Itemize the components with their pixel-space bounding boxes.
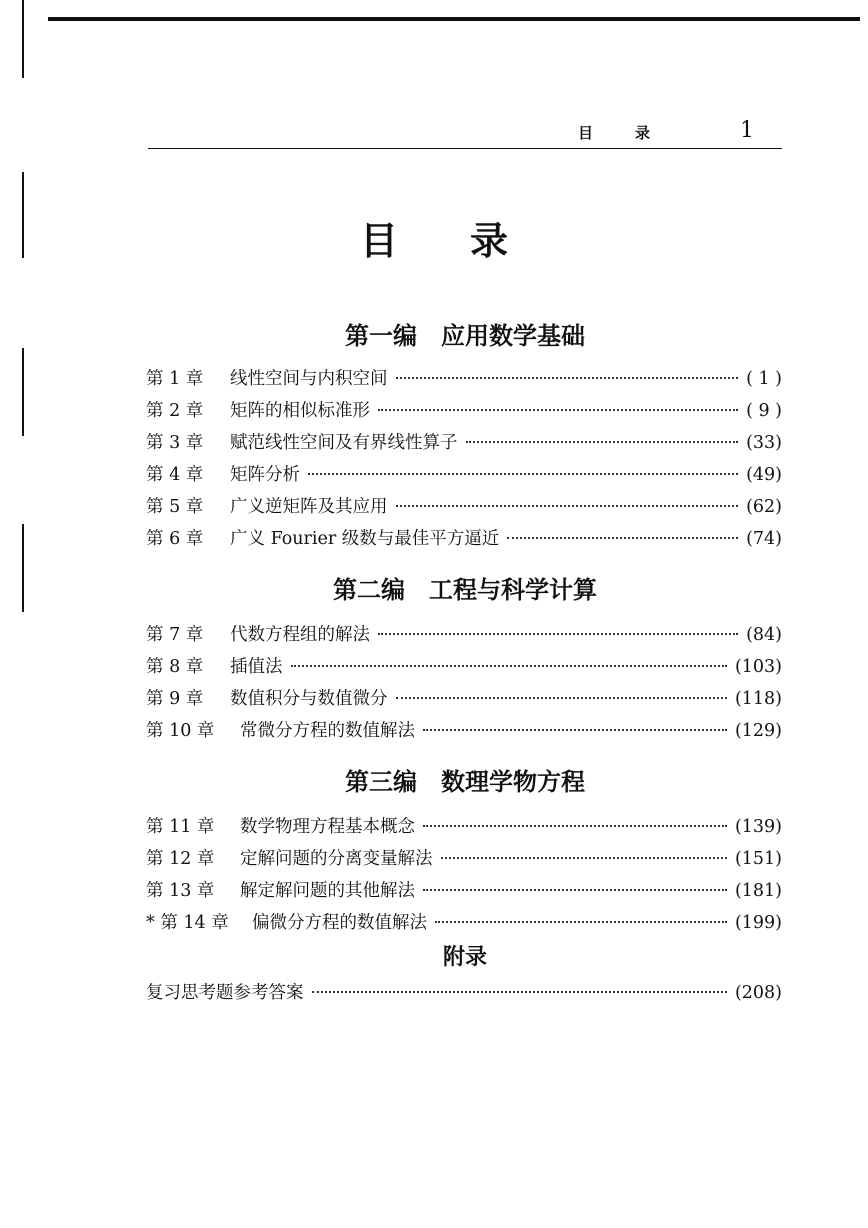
chapter-title: 广义逆矩阵及其应用 — [230, 497, 388, 517]
page-number: (129) — [734, 721, 782, 741]
page-number: ( 9 ) — [746, 401, 782, 421]
chapter-number: 第 6 章 — [146, 529, 204, 549]
toc-entry[interactable] — [146, 910, 782, 936]
dot-leader — [378, 409, 738, 411]
toc-entry[interactable] — [146, 814, 782, 840]
page-number: (181) — [734, 881, 782, 901]
toc-entry[interactable] — [146, 494, 782, 520]
toc-entry[interactable] — [146, 398, 782, 424]
page-number: (33) — [746, 433, 782, 453]
chapter-title: 插值法 — [230, 657, 283, 677]
chapter-title: 数学物理方程基本概念 — [240, 817, 415, 837]
page-number: (62) — [746, 497, 782, 517]
running-head-title: 目录 — [578, 124, 693, 142]
part-heading: 第一编 应用数学基础 — [345, 322, 585, 350]
dot-leader — [396, 505, 739, 507]
dot-leader — [507, 537, 738, 539]
toc-entry[interactable] — [146, 462, 782, 488]
chapter-title: 线性空间与内积空间 — [230, 369, 388, 389]
running-head — [148, 118, 782, 149]
chapter-number: 第 8 章 — [146, 657, 204, 677]
toc-entry[interactable] — [146, 430, 782, 456]
dot-leader — [423, 825, 727, 827]
page-number: (151) — [734, 849, 782, 869]
dot-leader — [291, 665, 727, 667]
toc-entry[interactable] — [146, 718, 782, 744]
page-number: (139) — [734, 817, 782, 837]
chapter-number: 第 11 章 — [146, 817, 215, 837]
dot-leader — [312, 991, 727, 993]
dot-leader — [396, 697, 727, 699]
dot-leader — [378, 633, 738, 635]
page-number: (199) — [734, 913, 782, 933]
toc-entry[interactable] — [146, 622, 782, 648]
chapter-number: * 第 14 章 — [146, 913, 229, 933]
margin-mark — [22, 524, 24, 612]
chapter-number: 第 12 章 — [146, 849, 215, 869]
chapter-title: 常微分方程的数值解法 — [240, 721, 415, 741]
toc-entry[interactable] — [146, 846, 782, 872]
part-heading: 第二编 工程与科学计算 — [333, 576, 597, 604]
chapter-title: 代数方程组的解法 — [230, 625, 370, 645]
appendix-heading: 附录 — [442, 945, 487, 970]
dot-leader — [441, 857, 727, 859]
chapter-title: 偏微分方程的数值解法 — [252, 913, 427, 933]
chapter-title: 矩阵分析 — [230, 465, 300, 485]
page-number: (208) — [734, 983, 782, 1003]
chapter-title: 矩阵的相似标准形 — [230, 401, 370, 421]
dot-leader — [435, 921, 727, 923]
margin-mark — [22, 348, 24, 436]
chapter-title: 定解问题的分离变量解法 — [240, 849, 433, 869]
toc-entry[interactable] — [146, 654, 782, 680]
chapter-title: 广义 Fourier 级数与最佳平方逼近 — [230, 529, 500, 549]
page-number: (49) — [746, 465, 782, 485]
page-number: (118) — [734, 689, 782, 709]
chapter-title: 赋范线性空间及有界线性算子 — [230, 433, 458, 453]
running-head-page-number: 1 — [740, 118, 754, 143]
toc-entry[interactable] — [146, 366, 782, 392]
scan-top-rule — [48, 17, 860, 21]
chapter-number: 第 5 章 — [146, 497, 204, 517]
chapter-number: 第 2 章 — [146, 401, 204, 421]
toc-entry[interactable] — [146, 686, 782, 712]
chapter-number: 第 4 章 — [146, 465, 204, 485]
part-heading: 第三编 数理学物方程 — [345, 768, 585, 796]
chapter-number: 第 9 章 — [146, 689, 204, 709]
toc-entry[interactable] — [146, 878, 782, 904]
chapter-title: 解定解问题的其他解法 — [240, 881, 415, 901]
chapter-number: 第 13 章 — [146, 881, 215, 901]
page-number: (84) — [746, 625, 782, 645]
page-title: 目录 — [359, 219, 580, 263]
dot-leader — [466, 441, 739, 443]
chapter-number: 第 7 章 — [146, 625, 204, 645]
page-number: (74) — [746, 529, 782, 549]
dot-leader — [308, 473, 738, 475]
appendix-title: 复习思考题参考答案 — [146, 983, 304, 1003]
page-number: (103) — [734, 657, 782, 677]
page-number: ( 1 ) — [746, 369, 782, 389]
chapter-number: 第 3 章 — [146, 433, 204, 453]
dot-leader — [396, 377, 739, 379]
dot-leader — [423, 889, 727, 891]
margin-mark — [22, 0, 24, 78]
toc-entry[interactable] — [146, 980, 782, 1006]
chapter-title: 数值积分与数值微分 — [230, 689, 388, 709]
dot-leader — [423, 729, 727, 731]
toc-entry[interactable] — [146, 526, 782, 552]
chapter-number: 第 10 章 — [146, 721, 215, 741]
chapter-number: 第 1 章 — [146, 369, 204, 389]
